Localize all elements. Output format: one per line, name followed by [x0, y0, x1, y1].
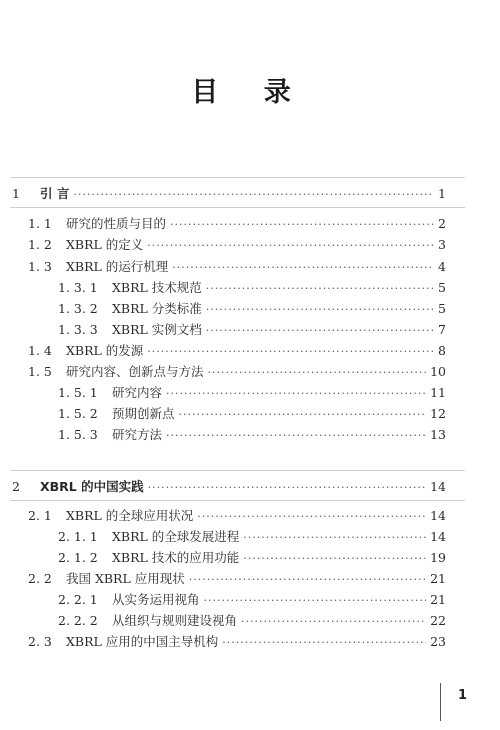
- toc-entry-number: 1. 5. 3: [58, 427, 98, 442]
- toc-entry-page: 1: [438, 186, 446, 201]
- toc-entry-number: 2: [12, 479, 20, 494]
- toc-entry[interactable]: [58, 591, 446, 609]
- toc-leader-dots: [222, 634, 426, 652]
- toc-leader-dots: [147, 343, 434, 361]
- toc-entry-title: 研究方法: [112, 427, 163, 442]
- toc-entry[interactable]: [28, 570, 446, 588]
- toc-entry-title: XBRL 分类标准: [112, 301, 202, 316]
- page-number: 1: [458, 688, 468, 703]
- toc-entry[interactable]: [12, 185, 446, 203]
- toc-entry[interactable]: [28, 633, 446, 651]
- toc-entry-page: 14: [430, 529, 446, 544]
- toc-entry-page: 4: [438, 259, 446, 274]
- toc-leader-dots: [204, 592, 427, 610]
- toc-entry-page: 23: [430, 634, 446, 649]
- toc-leader-dots: [172, 259, 434, 277]
- toc-entry[interactable]: [58, 528, 446, 546]
- toc-leader-dots: [208, 364, 427, 382]
- toc-entry-number: 1. 3. 2: [58, 301, 98, 316]
- toc-entry-number: 1. 3: [28, 259, 52, 274]
- toc-entry-title: 从实务运用视角: [112, 592, 200, 607]
- chapter-1-bottom-rule: [10, 207, 465, 208]
- page-title: 目 录: [191, 77, 309, 108]
- toc-entry-title: XBRL 的定义: [66, 237, 144, 252]
- toc-entry[interactable]: [12, 478, 446, 496]
- toc-entry-title: XBRL 的中国实践: [40, 479, 144, 494]
- toc-entry-page: 13: [430, 427, 446, 442]
- toc-entry-page: 5: [438, 280, 446, 295]
- toc-entry-number: 2. 2. 1: [58, 592, 98, 607]
- toc-entry[interactable]: [28, 363, 446, 381]
- toc-entry-title: 研究内容、创新点与方法: [66, 364, 204, 379]
- toc-entry-page: 11: [430, 385, 446, 400]
- toc-entry-number: 2. 2: [28, 571, 52, 586]
- toc-entry-title: 研究的性质与目的: [66, 216, 167, 231]
- toc-leader-dots: [206, 280, 434, 298]
- toc-leader-dots: [170, 216, 434, 234]
- toc-entry[interactable]: [58, 405, 446, 423]
- toc-leader-dots: [148, 479, 426, 497]
- toc-entry[interactable]: [58, 300, 446, 318]
- toc-entry-title: XBRL 技术规范: [112, 280, 202, 295]
- toc-entry[interactable]: [58, 321, 446, 339]
- toc-entry-title: XBRL 的全球发展进程: [112, 529, 240, 544]
- toc-leader-dots: [166, 427, 426, 445]
- toc-entry-title: 研究内容: [112, 385, 163, 400]
- toc-entry[interactable]: [58, 384, 446, 402]
- toc-leader-dots: [179, 406, 427, 424]
- toc-entry-page: 5: [438, 301, 446, 316]
- toc-entry[interactable]: [58, 549, 446, 567]
- toc-entry[interactable]: [28, 215, 446, 233]
- toc-entry-number: 1. 3. 3: [58, 322, 98, 337]
- toc-entry-title: 预期创新点: [112, 406, 175, 421]
- toc-entry-title: XBRL 应用的中国主导机构: [66, 634, 219, 649]
- toc-leader-dots: [166, 385, 426, 403]
- toc-leader-dots: [197, 508, 426, 526]
- toc-leader-dots: [147, 237, 434, 255]
- toc-entry[interactable]: [28, 507, 446, 525]
- toc-entry-title: XBRL 实例文档: [112, 322, 202, 337]
- toc-entry-number: 1. 3. 1: [58, 280, 98, 295]
- toc-entry-title: XBRL 的全球应用状况: [66, 508, 194, 523]
- toc-entry-page: 14: [430, 508, 446, 523]
- page-number-divider: [440, 683, 441, 721]
- toc-entry-title: 我国 XBRL 应用现状: [66, 571, 185, 586]
- toc-leader-dots: [189, 571, 426, 589]
- toc-leader-dots: [241, 613, 426, 631]
- toc-leader-dots: [243, 550, 426, 568]
- chapter-1-top-rule: [10, 177, 465, 178]
- toc-entry-number: 2. 1. 2: [58, 550, 98, 565]
- toc-entry-number: 1. 5: [28, 364, 52, 379]
- toc-entry-page: 22: [430, 613, 446, 628]
- toc-entry-page: 10: [430, 364, 446, 379]
- chapter-2-bottom-rule: [10, 500, 465, 501]
- toc-entry-page: 12: [430, 406, 446, 421]
- toc-entry-number: 1. 2: [28, 237, 52, 252]
- toc-entry-number: 1. 4: [28, 343, 52, 358]
- toc-entry-page: 8: [438, 343, 446, 358]
- toc-entry-title: 引 言: [40, 186, 70, 201]
- chapter-2-top-rule: [10, 470, 465, 471]
- toc-entry[interactable]: [28, 258, 446, 276]
- toc-entry-page: 3: [438, 237, 446, 252]
- toc-entry-number: 1. 1: [28, 216, 52, 231]
- toc-entry-page: 21: [430, 592, 446, 607]
- toc-leader-dots: [206, 301, 434, 319]
- toc-entry[interactable]: [28, 342, 446, 360]
- toc-entry-number: 2. 1. 1: [58, 529, 98, 544]
- toc-entry[interactable]: [58, 612, 446, 630]
- toc-entry-number: 1: [12, 186, 20, 201]
- toc-entry-number: 2. 2. 2: [58, 613, 98, 628]
- toc-leader-dots: [206, 322, 434, 340]
- toc-entry[interactable]: [58, 426, 446, 444]
- toc-entry-page: 19: [430, 550, 446, 565]
- toc-entry-number: 1. 5. 1: [58, 385, 98, 400]
- toc-entry-title: 从组织与规则建设视角: [112, 613, 238, 628]
- toc-entry-number: 2. 1: [28, 508, 52, 523]
- toc-entry[interactable]: [58, 279, 446, 297]
- toc-entry-title: XBRL 技术的应用功能: [112, 550, 240, 565]
- toc-entry-number: 2. 3: [28, 634, 52, 649]
- toc-entry-number: 1. 5. 2: [58, 406, 98, 421]
- toc-entry-title: XBRL 的发源: [66, 343, 144, 358]
- toc-entry-page: 2: [438, 216, 446, 231]
- toc-entry-title: XBRL 的运行机理: [66, 259, 169, 274]
- toc-entry[interactable]: [28, 236, 446, 254]
- toc-entry-page: 7: [438, 322, 446, 337]
- toc-leader-dots: [243, 529, 426, 547]
- toc-entry-page: 21: [430, 571, 446, 586]
- toc-entry-page: 14: [430, 479, 446, 494]
- toc-leader-dots: [73, 186, 434, 204]
